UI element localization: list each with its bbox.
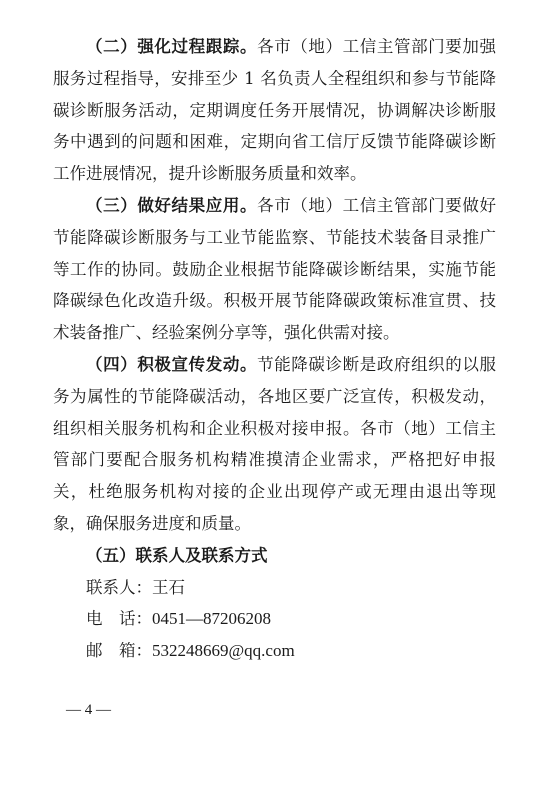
section-heading: （三）做好结果应用。 [86,195,258,215]
section-heading: （二）强化过程跟踪。 [86,37,258,56]
contact-phone-line [53,603,496,635]
contact-person-value: 王石 [152,577,185,597]
contact-email-value: 532248669@qq.com [152,641,295,661]
paragraph-text: 各市（地）工信主管部门要做好节能降碳诊断服务与工业节能监察、节能技术装备目录推广等工作的协同。鼓励企业根据节能降碳诊断结果，实施节能降碳绿色化改造升级。积极开展节能降碳政策标准宣贯、技术装备推广、经验案例分享等，强化供需对接。 [53,195,497,343]
contact-person-label: 联系人： [86,577,152,597]
contact-person-line [53,572,496,604]
contact-phone-label: 电 话： [86,609,152,629]
paragraph-publicity [53,349,496,540]
document-body [53,31,496,667]
contact-email-line [53,635,496,667]
contact-phone-value: 0451—87206208 [152,609,271,629]
paragraph-result-application [53,190,496,349]
contact-section-heading: （五）联系人及联系方式 [86,545,268,565]
page-number: — 4 — [66,702,111,718]
paragraph-text: 节能降碳诊断是政府组织的以服务为属性的节能降碳活动，各地区要广泛宣传，积极发动，组织相关服务机构和企业积极对接申报。各市（地）工信主管部门要配合服务机构精准摸清企业需求，严格把好申报关，杜绝服务机构对接的企业出现停产或无理由退出等现象，确保服务进度和质量。 [53,354,497,533]
paragraph-text: 各市（地）工信主管部门要加强服务过程指导，安排至少 1 名负责人全程组织和参与节能降碳诊断服务活动，定期调度任务开展情况，协调解决诊断服务中遇到的问题和困难，定期向省工信厅反馈节能降碳诊断工作进展情况，提升诊断服务质量和效率。 [53,37,497,184]
contact-email-label: 邮 箱： [86,641,152,661]
section-heading: （四）积极宣传发动。 [86,354,258,374]
paragraph-process-tracking [53,31,496,190]
